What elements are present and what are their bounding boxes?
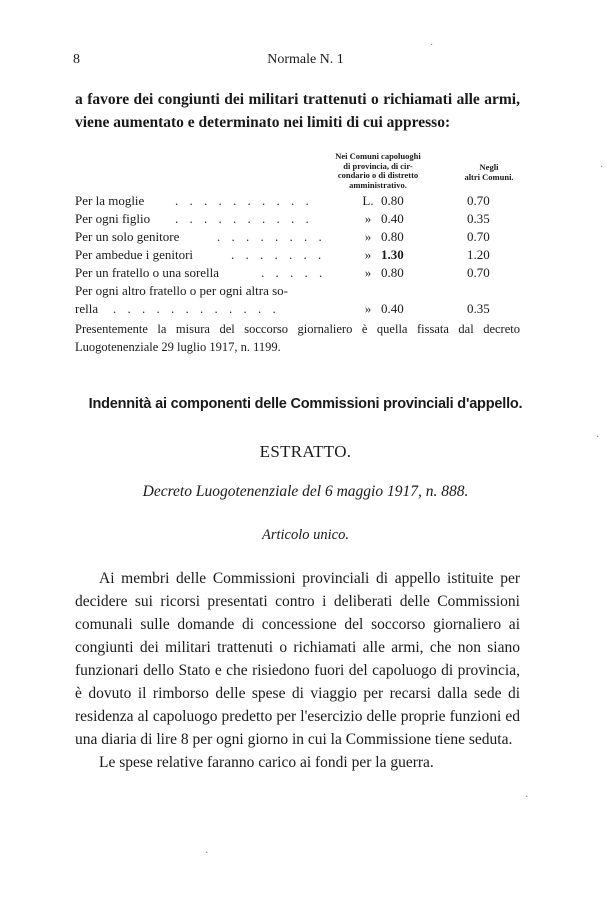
row-value-altri: 0.70 [467,193,490,208]
leader-dots: . . . . . . . . . . [175,211,313,226]
print-speck: · [430,40,434,51]
print-speck: · [525,792,529,803]
column-header-capoluoghi [322,152,434,190]
print-speck: · [205,848,209,859]
row-value-capoluoghi: 0.80 [381,193,404,208]
row-mark: » [364,229,372,244]
print-speck: · [600,162,604,173]
body-paragraph: Ai membri delle Commissioni provinciali di appello istituite per decidere sui ricorsi presentati contro i deliberati delle Commissioni comunali sulle domande di concessione del soccorso giornaliero ai congiunti dei militari trattenuti o richiamati alle armi, che non siano funzionari dello Stato e che risiedono fuori del capoluogo di provincia, è dovuto il rimborso delle spese di viaggio per recarsi dalla sede di residenza al capoluogo predetto per l'esercizio delle proprie funzioni ed una diaria di lire 8 per ogni giorno in cui la Commissione tiene seduta. [75,570,520,748]
article-heading: Articolo unico. [262,527,349,543]
running-title: Normale N. 1 [267,52,344,67]
intro-paragraph: a favore dei congiunti dei militari trattenuti o richiamati alle armi, viene aumentato e determinato nei limiti di cui appresso: [75,91,520,131]
row-value-altri: 1.20 [467,247,490,262]
body-paragraph: Le spese relative faranno carico ai fondi per la guerra. [99,754,434,771]
column-header-line: altri Comuni. [464,171,514,182]
row-mark: » [364,211,372,226]
row-value-altri: 0.35 [467,301,490,316]
row-mark: » [364,301,372,316]
decree-reference: Decreto Luogotenenziale del 6 maggio 1917, n. 888. [142,483,469,500]
column-header-line: condario o di distretto [337,170,419,180]
leader-dots: . . . . . . . . [217,229,326,244]
column-header-line: Nei Comuni capoluoghi [335,151,421,161]
row-label: Per ogni figlio [75,211,151,226]
page-number: 8 [73,52,80,67]
row-label: rella [75,301,99,316]
column-header-line: amministrativo. [349,179,407,190]
row-label: Per un fratello o una sorella [75,265,220,280]
row-label: Per la moglie [75,193,145,208]
row-mark: L. [362,193,374,208]
row-value-capoluoghi: 0.80 [381,229,404,244]
leader-dots: . . . . . . . . . . . . [113,301,280,316]
estratto-heading: ESTRATTO. [259,442,352,461]
row-value-capoluoghi: 1.30 [381,247,404,262]
print-speck: · [596,432,600,443]
row-mark: » [364,247,372,262]
row-value-altri: 0.70 [467,229,490,244]
row-label: Per ambedue i genitori [75,247,194,262]
leader-dots: . . . . . . . [231,247,326,262]
footnote: Presentemente la misura del soccorso giornaliero è quella fissata dal decreto Luogotenenziale 29 luglio 1917, n. 1199. [75,322,520,354]
column-header-altri-comuni [455,163,523,182]
column-header-line: Negli [479,162,499,172]
row-value-altri: 0.70 [467,265,490,280]
leader-dots: . . . . . . . . . . [175,193,313,208]
row-value-capoluoghi: 0.40 [381,301,404,316]
row-value-altri: 0.35 [467,211,490,226]
column-header-line: di provincia, di cir- [343,160,413,171]
article-body [75,567,520,774]
row-mark: » [364,265,372,280]
row-value-capoluoghi: 0.80 [381,265,404,280]
row-value-capoluoghi: 0.40 [381,211,404,226]
row-label: Per ogni altro fratello o per ogni altra so- [75,283,288,298]
leader-dots: . . . . . [261,265,327,280]
section-title: Indennità ai componenti delle Commissioni provinciali d'appello. [88,396,523,412]
row-label: Per un solo genitore [75,229,180,244]
